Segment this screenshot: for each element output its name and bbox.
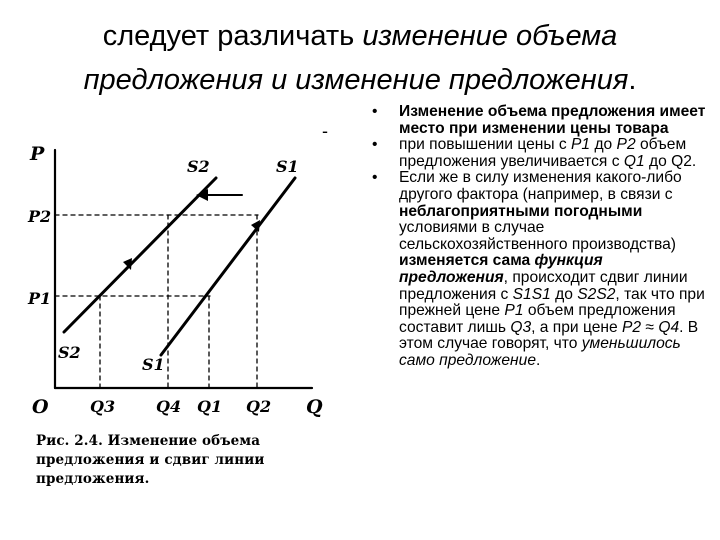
text-run: .: [536, 351, 541, 369]
bullet-item: [372, 137, 712, 170]
italic-run: уменьшилось само предложение: [399, 335, 681, 369]
text-run: , так что при прежней цене: [399, 285, 705, 320]
s2-line: [64, 178, 216, 332]
italic-run: Р1: [504, 302, 524, 320]
bullet-dot: •: [372, 103, 378, 120]
title-text-1: следует различать: [102, 20, 363, 52]
text-run: до Q2.: [644, 152, 697, 170]
bullet-item: [372, 170, 712, 369]
text-run: , а при цене: [531, 318, 623, 336]
q2-label: Q2: [246, 397, 272, 416]
italic-run: Р2: [616, 136, 636, 154]
figure-caption: Рис. 2.4. Изменение объема предложения и сдвиг линии предложения.: [36, 433, 265, 487]
q4-label: Q4: [156, 397, 182, 416]
bold-run: неблагоприятными погодными: [399, 202, 643, 220]
s2-top-label: S2: [187, 157, 210, 176]
bullet1-text: Изменение объема предложения имеет место при изменении цены товара: [399, 103, 706, 137]
axis-q-label: Q: [306, 396, 323, 418]
bullet-list: [372, 104, 712, 370]
bullet-dot: •: [372, 169, 378, 187]
title-italic-1: изменение объема: [362, 20, 618, 52]
bold-italic-run: функция предложения: [399, 252, 603, 286]
axis-p-label: P: [30, 143, 45, 165]
text-run: условиями в случае сельскохозяйственного производства): [399, 219, 676, 253]
text-run: , происходит сдвиг линии предложения с: [399, 268, 688, 303]
text-run: до: [590, 136, 617, 154]
italic-run: Q4: [658, 318, 680, 336]
italic-run: S1S1: [512, 285, 551, 303]
text-run: до: [550, 285, 578, 303]
bullet-dot: •: [372, 136, 378, 154]
origin-label: O: [32, 396, 49, 418]
text-run: объем предложения составит лишь: [399, 302, 676, 336]
s2-bottom-label: S2: [58, 343, 81, 362]
text-run: Если же в силу изменения какого-либо другого фактора (например, в связи с: [399, 169, 682, 203]
italic-run: Q1: [623, 152, 645, 170]
s1-bottom-label: S1: [142, 355, 165, 374]
italic-run: Q3: [510, 318, 532, 336]
q3-label: Q3: [90, 397, 116, 416]
p1-label: P1: [28, 289, 52, 308]
stray-dash: -: [322, 121, 328, 141]
text-run: при повышении цены с: [399, 136, 572, 154]
text-run: объем предложения увеличивается с: [399, 136, 687, 170]
title-italic-2: предложения и изменение предложения: [83, 64, 629, 96]
text-run: ≈: [641, 318, 659, 336]
supply-graph: [20, 118, 338, 428]
q1-label: Q1: [197, 397, 223, 416]
italic-run: Р1: [571, 136, 591, 154]
bold-run: изменяется сама: [399, 252, 535, 270]
title-period: .: [628, 64, 637, 96]
italic-run: S2S2: [577, 285, 616, 303]
text-run: . В этом случае говорят, что: [399, 318, 699, 353]
p2-label: P2: [28, 207, 52, 226]
slide-title: [0, 14, 720, 102]
s1-top-label: S1: [276, 157, 299, 176]
s1-line: [161, 178, 295, 355]
italic-run: Р2: [622, 318, 642, 336]
bullet-item: [372, 104, 712, 137]
